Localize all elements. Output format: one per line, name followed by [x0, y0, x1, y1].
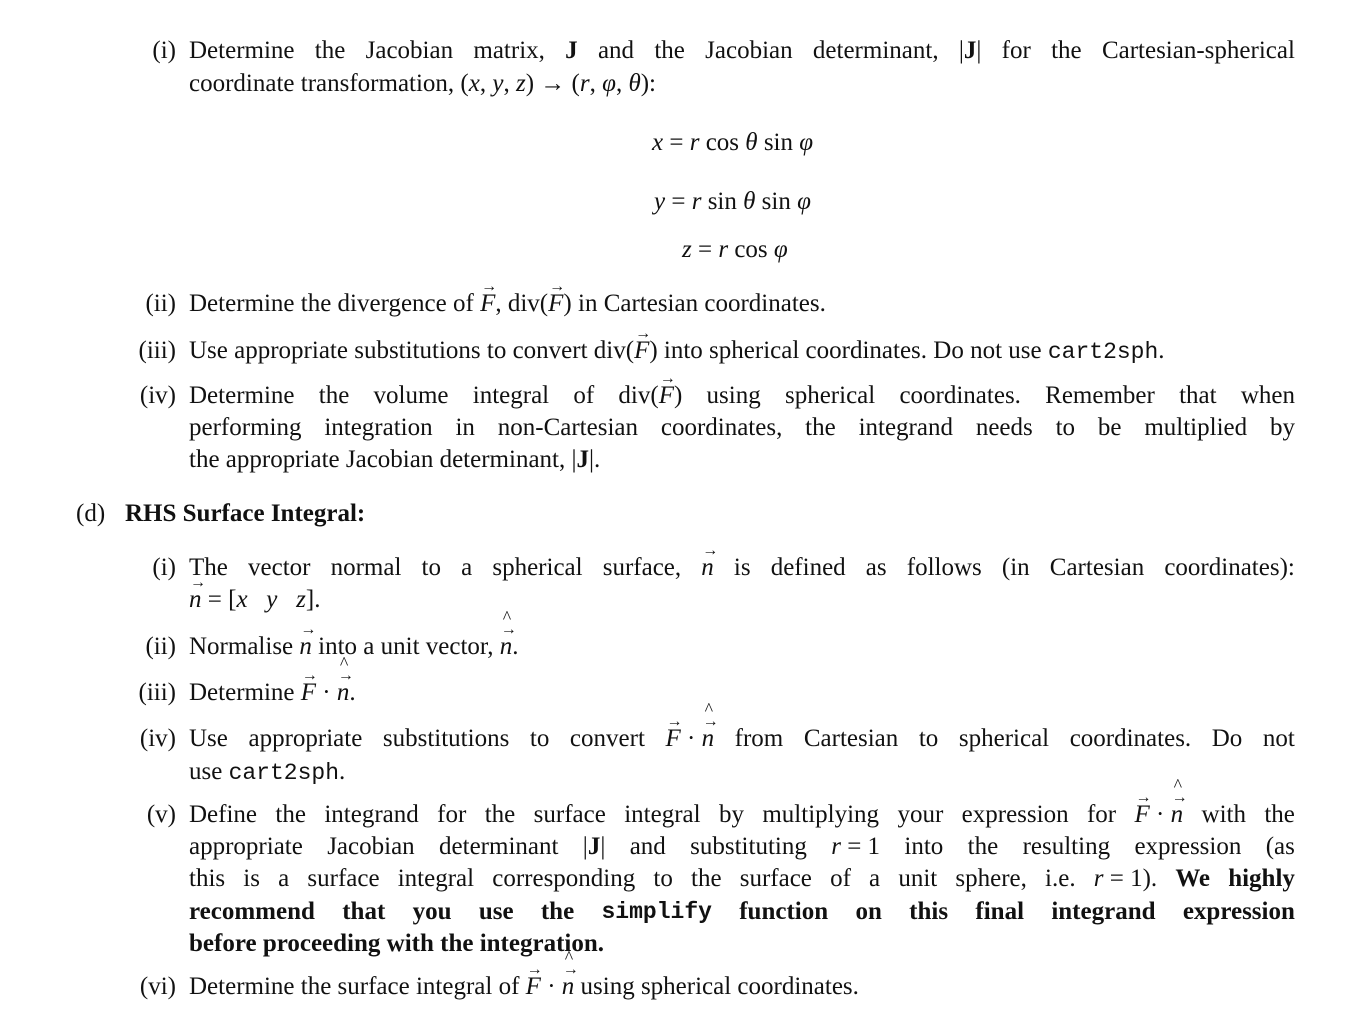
item-label: (iv)	[139, 725, 176, 752]
item-text-line2: use cart2sph.	[189, 758, 346, 786]
item-label: (ii)	[145, 290, 176, 317]
item-text-line5: before proceeding with the integration.	[189, 930, 605, 957]
item-text: Normalise → n into a unit vector, → n ^.	[189, 631, 518, 663]
item-text: Determine the surface integral of → F · → n ^ using spherical coordinates.	[189, 971, 859, 1003]
item-text-line1: Define the integrand for the surface integral by multiplying your expression for → F · → n ^ with the	[189, 799, 1295, 831]
item-text-line1: Use appropriate substitutions to convert → F · → n ^ from Cartesian to spherical coordinates. Do not	[189, 723, 1295, 755]
item-label: (iii)	[138, 679, 176, 706]
item-text-line2: coordinate transformation, (x, y, z) → (r, φ, θ):	[189, 70, 657, 97]
item-text-line2: performing integration in non-Cartesian coordinates, the integrand needs to be multiplied by	[189, 414, 1295, 441]
item-text: Use appropriate substitutions to convert div(→ F) into spherical coordinates. Do not use cart2sph.	[189, 335, 1165, 368]
item-text-line1: Determine the Jacobian matrix, J and the Jacobian determinant, |J| for the Cartesian-spherical	[189, 37, 1295, 64]
item-text-line3: the appropriate Jacobian determinant, |J|.	[189, 446, 601, 473]
equation-y: y = r sin θ sin φ	[654, 188, 811, 215]
item-label: (iv)	[139, 382, 176, 409]
item-label: (i)	[152, 554, 176, 581]
item-label: (iii)	[138, 337, 176, 364]
equation-z: z = r cos φ	[682, 236, 788, 263]
item-text: Determine the divergence of → F, div(→ F) in Cartesian coordinates.	[189, 288, 826, 320]
item-text-line1: Determine the volume integral of div(→ F) using spherical coordinates. Remember that when	[189, 380, 1295, 412]
section-title: RHS Surface Integral:	[125, 500, 366, 527]
item-text: Determine → F · → n ^.	[189, 677, 356, 709]
item-label: (v)	[146, 801, 176, 828]
item-text-line2: appropriate Jacobian determinant |J| and substituting r = 1 into the resulting expression (as	[189, 833, 1295, 860]
item-text-line1: The vector normal to a spherical surface, → n is defined as follows (in Cartesian coordinates):	[189, 552, 1295, 584]
equation-x: x = r cos θ sin φ	[652, 129, 814, 156]
item-text-line2: → n = [x y z].	[189, 584, 320, 616]
section-label: (d)	[76, 500, 106, 527]
item-text-line4: recommend that you use the simplify function on this final integrand expression	[189, 898, 1295, 925]
item-label: (ii)	[145, 633, 176, 660]
item-text-line3: this is a surface integral corresponding to the surface of a unit sphere, i.e. r = 1). We highly	[189, 865, 1295, 892]
item-label: (i)	[152, 37, 176, 64]
item-label: (vi)	[139, 973, 176, 1000]
